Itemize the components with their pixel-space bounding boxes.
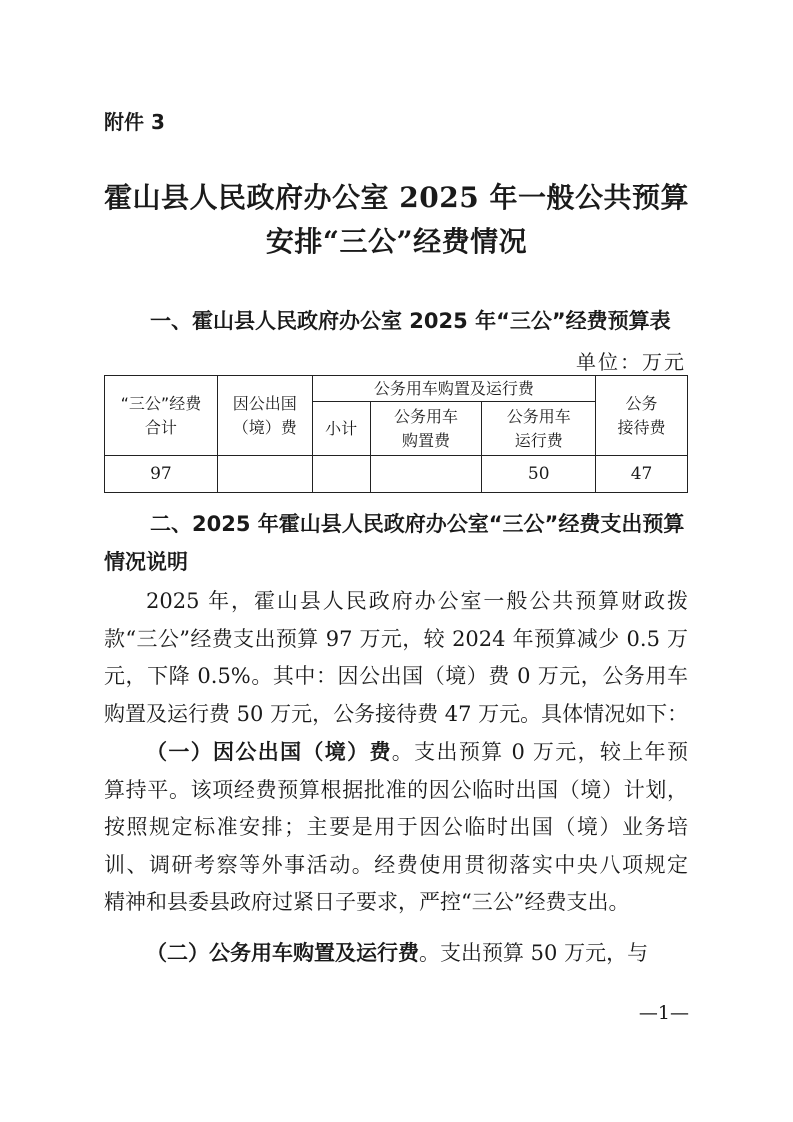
subheading-vehicle: （二）公务用车购置及运行费: [146, 941, 419, 965]
paragraph-abroad: [104, 734, 688, 922]
cell-reception: 47: [596, 456, 688, 493]
header-total: “三公”经费 合计: [105, 376, 218, 456]
document-title-line-1: 霍山县人民政府办公室 2025 年一般公共预算: [104, 181, 689, 214]
paragraph-line: 训、调研考察等外事活动。经费使用贯彻落实中央八项规定: [104, 852, 688, 877]
section-1-heading: 一、霍山县人民政府办公室 2025 年“三公”经费预算表: [150, 309, 671, 333]
document-title-line-2: 安排“三公”经费情况: [265, 225, 528, 258]
cell-subtotal: [312, 456, 370, 493]
header-purchase: 公务用车 购置费: [370, 402, 482, 456]
subheading-abroad: （一）因公出国（境）费: [146, 740, 392, 764]
header-vehicle-group: 公务用车购置及运行费: [312, 376, 595, 402]
paragraph-summary: [104, 583, 688, 733]
attachment-label: 附件 3: [104, 110, 165, 134]
unit-label: 单位：万元: [576, 350, 686, 374]
cell-operation: 50: [482, 456, 596, 493]
section-2-heading-line-1: 二、2025 年霍山县人民政府办公室“三公”经费支出预算: [150, 512, 685, 536]
paragraph-line: 2025 年，霍山县人民政府办公室一般公共预算财政拨: [146, 589, 688, 613]
paragraph-vehicle: [104, 935, 688, 973]
paragraph-line: （二）公务用车购置及运行费。支出预算 50 万元，与: [146, 941, 649, 965]
table-row: [105, 456, 688, 493]
page-number: —1—: [638, 1002, 689, 1024]
paragraph-line: 算持平。该项经费预算根据批准的因公临时出国（境）计划，: [104, 777, 688, 802]
header-subtotal: 小计: [312, 402, 370, 456]
cell-purchase: [370, 456, 482, 493]
paragraph-line: 购置及运行费 50 万元，公务接待费 47 万元。具体情况如下：: [104, 701, 689, 726]
cell-abroad: [217, 456, 312, 493]
paragraph-line: 按照规定标准安排；主要是用于因公临时出国（境）业务培: [104, 815, 688, 839]
paragraph-line: （一）因公出国（境）费。支出预算 0 万元，较上年预: [146, 740, 688, 764]
section-2-heading-line-2: 情况说明: [104, 550, 188, 574]
header-abroad: 因公出国 （境）费: [217, 376, 312, 456]
paragraph-line: 元，下降 0.5%。其中：因公出国（境）费 0 万元，公务用车: [104, 664, 688, 688]
paragraph-line: 款“三公”经费支出预算 97 万元，较 2024 年预算减少 0.5 万: [104, 626, 688, 651]
header-reception: 公务 接待费: [596, 376, 688, 456]
cell-total: 97: [105, 456, 218, 493]
paragraph-line: 精神和县委县政府过紧日子要求，严控“三公”经费支出。: [104, 890, 630, 914]
header-operation: 公务用车 运行费: [482, 402, 596, 456]
budget-table: [104, 375, 688, 493]
